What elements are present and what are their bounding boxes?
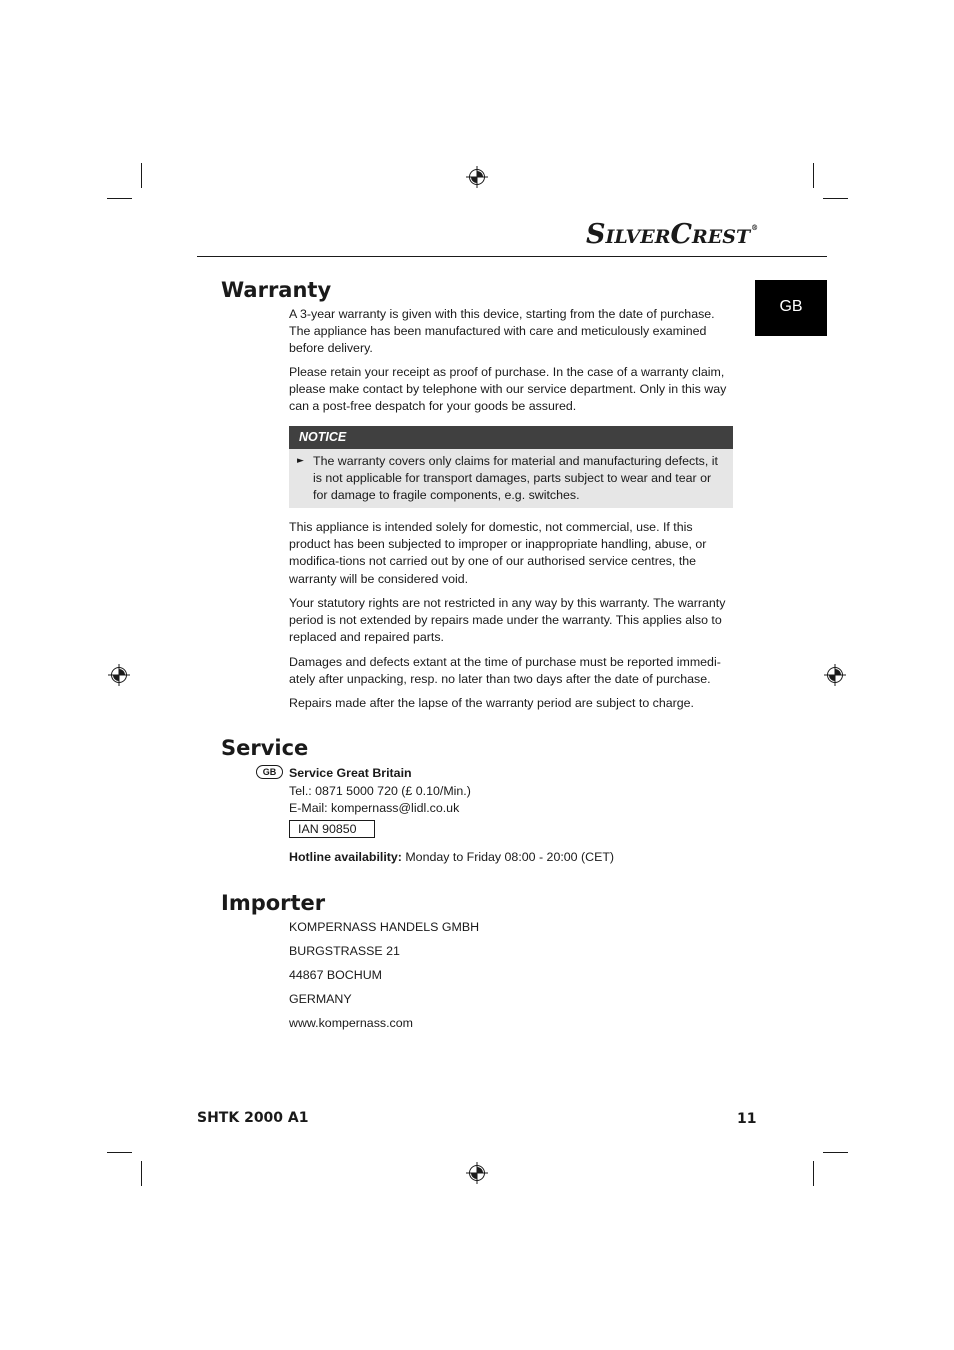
country-badge: GB: [256, 765, 283, 779]
importer-line: KOMPERNASS HANDELS GMBH: [289, 920, 480, 934]
header-rule: [197, 256, 827, 257]
language-tab: [755, 280, 827, 336]
crop-mark-top-left-horizontal: [107, 198, 132, 199]
registration-mark-icon: [824, 664, 846, 686]
service-tel: Tel.: 0871 5000 720 (£ 0.10/Min.): [289, 784, 471, 798]
crop-mark-top-left-vertical: [141, 163, 142, 188]
service-heading: Service: [221, 736, 309, 760]
notice-text: The warranty covers only claims for material and manufacturing defects, it is not applicable for transport damages, parts subject to wear and tear or for damage to fragile components, e.g. switches.: [313, 454, 718, 503]
importer-website: www.kompernass.com: [289, 1016, 413, 1030]
hotline-value: Monday to Friday 08:00 - 20:00 (CET): [401, 850, 615, 864]
brand-word-rest: REST: [692, 226, 751, 248]
crop-mark-bottom-right-horizontal: [823, 1152, 848, 1153]
brand-word-ilver: ILVER: [605, 226, 671, 248]
crop-mark-bottom-left-vertical: [141, 1161, 142, 1186]
hotline-line: [289, 849, 614, 866]
arrow-bullet-icon: ►: [297, 456, 304, 466]
brand-logo: [586, 219, 759, 253]
ian-box: IAN 90850: [289, 820, 375, 838]
crop-mark-top-right-horizontal: [823, 198, 848, 199]
registration-mark-icon: [466, 1162, 488, 1184]
importer-heading: Importer: [221, 891, 326, 915]
language-tab-label: GB: [779, 298, 803, 315]
notice-body: [289, 449, 733, 508]
page-number: 11: [737, 1111, 757, 1127]
warranty-paragraph: A 3-year warranty is given with this device, starting from the date of purchase. The appliance has been manufactured with care and meticulously examined before delivery.: [289, 307, 715, 356]
crop-mark-bottom-right-vertical: [813, 1161, 814, 1186]
registration-mark-icon: [466, 166, 488, 188]
warranty-paragraph: Repairs made after the lapse of the warranty period are subject to charge.: [289, 696, 694, 710]
notice-box: [289, 426, 733, 508]
warranty-paragraph: Damages and defects extant at the time of purchase must be reported immedi-ately after unpacking, resp. no later than two days after the date of purchase.: [289, 655, 721, 687]
crop-mark-bottom-left-horizontal: [107, 1152, 132, 1153]
brand-initial-s: S: [586, 219, 606, 250]
registered-mark: ®: [751, 223, 759, 232]
registration-mark-icon: [108, 664, 130, 686]
importer-line: GERMANY: [289, 992, 352, 1006]
warranty-paragraph: Your statutory rights are not restricted in any way by this warranty. The warranty period is not extended by repairs made under the warranty. This applies also to replaced and repaired parts.: [289, 596, 726, 645]
warranty-paragraph: This appliance is intended solely for domestic, not commercial, use. If this product has been subjected to improper or inappropriate handling, abuse, or modifica-tions not carried out by one of our authorised service centres, the warranty will be considered void.: [289, 520, 707, 586]
hotline-label: Hotline availability:: [289, 850, 402, 864]
warranty-heading: Warranty: [221, 278, 332, 302]
brand-initial-c: C: [670, 219, 693, 250]
notice-title: NOTICE: [289, 426, 733, 449]
importer-line: BURGSTRASSE 21: [289, 944, 400, 958]
service-name: Service Great Britain: [289, 766, 412, 780]
footer-model: SHTK 2000 A1: [197, 1110, 309, 1126]
importer-line: 44867 BOCHUM: [289, 968, 382, 982]
crop-mark-top-right-vertical: [813, 163, 814, 188]
warranty-paragraph: Please retain your receipt as proof of purchase. In the case of a warranty claim, please make contact by telephone with our service department. Only in this way can a post-free despatch for your goods be assured.: [289, 365, 727, 414]
service-email: E-Mail: kompernass@lidl.co.uk: [289, 801, 460, 815]
